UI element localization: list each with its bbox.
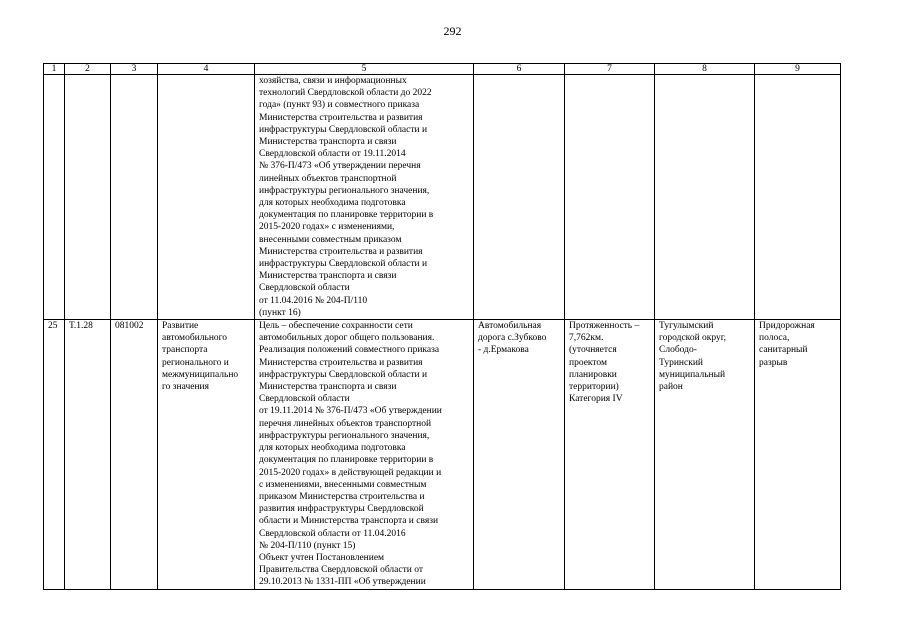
text-line: 2015-2020 годах» в действующей редакции и bbox=[259, 467, 442, 478]
text-line: городской округ, bbox=[659, 333, 726, 344]
text-line: № 204-П/110 (пункт 15) bbox=[259, 540, 356, 551]
table-cell bbox=[65, 75, 111, 320]
text-line: внесенными совместным приказом bbox=[259, 234, 402, 245]
text-line: приказом Министерства строительства и bbox=[259, 491, 425, 502]
text-line: Министерства транспорта и связи bbox=[259, 382, 397, 393]
text-line: Министерства транспорта и связи bbox=[259, 271, 397, 282]
text-line: инфраструктуры Свердловской области и bbox=[259, 259, 428, 270]
text-line: хозяйства, связи и информационных bbox=[259, 76, 407, 86]
text-line: (уточняется bbox=[569, 345, 617, 356]
table-cell bbox=[755, 75, 841, 320]
text-line: года» (пункт 93) и совместного приказа bbox=[259, 100, 420, 111]
text-line: документация по планировке территории в bbox=[259, 455, 434, 466]
text-line: Министерства строительства и развития bbox=[259, 357, 423, 368]
column-header: 7 bbox=[565, 64, 655, 75]
text-line: инфраструктуры регионального значения, bbox=[259, 430, 430, 441]
text-line: Свердловской области от 19.11.2014 bbox=[259, 149, 406, 160]
text-lines bbox=[162, 320, 250, 393]
text-line: территории) bbox=[569, 382, 619, 393]
column-header: 6 bbox=[474, 64, 565, 75]
text-line: от 11.04.2016 № 204-П/110 bbox=[259, 295, 368, 306]
text-line: перечня линейных объектов транспортной bbox=[259, 418, 432, 429]
column-header: 3 bbox=[111, 64, 158, 75]
text-line: Министерства строительства и развития bbox=[259, 112, 423, 123]
text-line: автомобильного bbox=[162, 333, 228, 344]
page-number: 292 bbox=[443, 24, 462, 38]
text-line: для которых необходима подготовка bbox=[259, 198, 406, 209]
object-code: Т.1.28 bbox=[65, 320, 111, 589]
column-header: 9 bbox=[755, 64, 841, 75]
text-line: Развитие bbox=[162, 321, 199, 332]
text-line: район bbox=[659, 382, 683, 393]
text-line: Слободо- bbox=[659, 345, 697, 356]
text-line: инфраструктуры Свердловской области и bbox=[259, 124, 428, 135]
header-row bbox=[44, 64, 841, 75]
text-lines bbox=[259, 75, 469, 319]
text-line: Тугулымский bbox=[659, 321, 714, 332]
text-line: проектом bbox=[569, 357, 608, 368]
text-line: от 19.11.2014 № 376-П/473 «Об утверждении bbox=[259, 406, 442, 417]
column-header: 4 bbox=[158, 64, 255, 75]
program-name bbox=[158, 320, 255, 589]
text-line: документация по планировке территории в bbox=[259, 210, 434, 221]
object-name bbox=[474, 320, 565, 589]
text-line: № 376-П/473 «Об утверждении перечня bbox=[259, 161, 421, 172]
text-line: инфраструктуры Свердловской области и bbox=[259, 369, 428, 380]
text-line: Цель – обеспечение сохранности сети bbox=[259, 321, 413, 332]
text-line: автомобильных дорог общего пользования. bbox=[259, 333, 435, 344]
text-line: линейных объектов транспортной bbox=[259, 173, 397, 184]
program-code: 081002 bbox=[111, 320, 158, 589]
text-line: Свердловской области bbox=[259, 394, 350, 405]
text-line: планировки bbox=[569, 369, 617, 380]
text-line: межмуниципально bbox=[162, 369, 239, 380]
continuation-text bbox=[255, 75, 474, 320]
object-characteristics bbox=[565, 320, 655, 589]
text-line: технологий Свердловской области до 2022 bbox=[259, 88, 432, 99]
table-cell bbox=[158, 75, 255, 320]
text-line: регионального и bbox=[162, 357, 229, 368]
text-line: полоса, bbox=[759, 333, 790, 344]
text-line: разрыв bbox=[759, 357, 788, 368]
table-cell bbox=[44, 75, 65, 320]
text-line: инфраструктуры регионального значения, bbox=[259, 185, 430, 196]
text-line: Реализация положений совместного приказа bbox=[259, 345, 440, 356]
text-line: муниципальный bbox=[659, 369, 726, 380]
text-line: Придорожная bbox=[759, 321, 815, 332]
text-line: Свердловской области bbox=[259, 283, 350, 294]
column-header: 2 bbox=[65, 64, 111, 75]
text-lines bbox=[478, 320, 560, 357]
text-line: области и Министерства транспорта и связи bbox=[259, 516, 439, 527]
text-line: (пункт 16) bbox=[259, 307, 301, 318]
column-header: 1 bbox=[44, 64, 65, 75]
text-lines bbox=[659, 320, 750, 393]
column-header: 5 bbox=[255, 64, 474, 75]
text-line: Туринский bbox=[659, 357, 703, 368]
text-line: Министерства транспорта и связи bbox=[259, 137, 397, 148]
zones bbox=[755, 320, 841, 589]
text-line: дорога с.Зубково bbox=[478, 333, 547, 344]
column-header: 8 bbox=[655, 64, 755, 75]
text-line: Категория IV bbox=[569, 394, 623, 405]
text-line: Объект учтен Постановлением bbox=[259, 552, 385, 563]
text-line: го значения bbox=[162, 382, 209, 393]
text-line: для которых необходима подготовка bbox=[259, 443, 406, 454]
table-row bbox=[44, 75, 841, 320]
document-table bbox=[43, 63, 841, 590]
text-line: Свердловской области от 11.04.2016 bbox=[259, 528, 406, 539]
text-line: Министерства строительства и развития bbox=[259, 246, 423, 257]
text-lines bbox=[259, 320, 469, 588]
table-cell bbox=[474, 75, 565, 320]
text-line: 2015-2020 годах» с изменениями, bbox=[259, 222, 395, 233]
table-cell bbox=[565, 75, 655, 320]
text-line: санитарный bbox=[759, 345, 808, 356]
text-line: - д.Ермакова bbox=[478, 345, 529, 356]
table-row bbox=[44, 320, 841, 589]
text-line: транспорта bbox=[162, 345, 208, 356]
location bbox=[655, 320, 755, 589]
text-line: развития инфраструктуры Свердловской bbox=[259, 504, 424, 515]
purpose-text bbox=[255, 320, 474, 589]
text-lines bbox=[569, 320, 650, 405]
text-line: Протяженность – bbox=[569, 321, 640, 332]
text-line: Правительства Свердловской области от bbox=[259, 565, 423, 576]
text-lines bbox=[759, 320, 836, 369]
text-line: с изменениями, внесенными совместным bbox=[259, 479, 427, 490]
table-cell bbox=[655, 75, 755, 320]
table-cell bbox=[111, 75, 158, 320]
text-line: Автомобильная bbox=[478, 321, 542, 332]
text-line: 7,762км. bbox=[569, 333, 604, 344]
row-number: 25 bbox=[44, 320, 65, 589]
text-line: 29.10.2013 № 1331-ПП «Об утверждении bbox=[259, 577, 426, 588]
